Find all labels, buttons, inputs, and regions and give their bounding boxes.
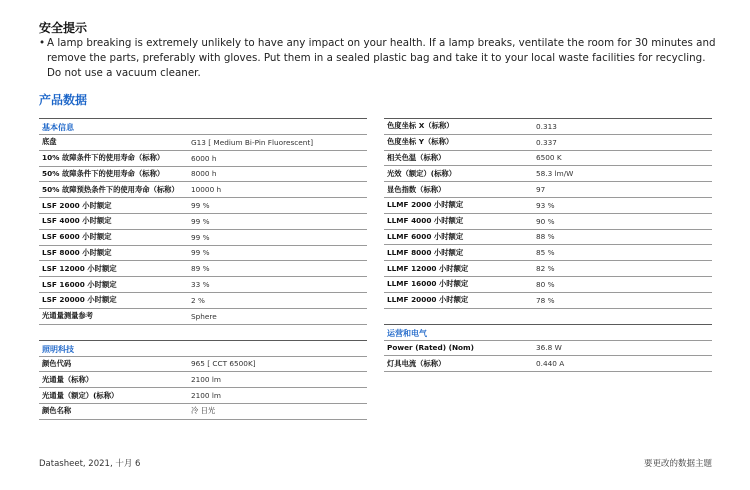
spec-row — [384, 293, 712, 309]
spec-value: 2100 lm — [191, 375, 222, 385]
spec-value: 2 % — [191, 295, 205, 305]
spec-value: 78 % — [536, 295, 555, 305]
spec-value: 36.8 W — [536, 343, 562, 353]
spec-row — [39, 246, 367, 262]
spec-label: Power (Rated) (Nom) — [387, 343, 474, 353]
spec-value: 冷 日光 — [191, 406, 216, 416]
section-heading: 运营和电气 — [384, 325, 712, 341]
spec-label: LSF 8000 小时额定 — [42, 247, 112, 257]
spec-row — [39, 230, 367, 246]
spec-row — [39, 277, 367, 293]
footer-disclaimer: 要更改的数据主题 — [643, 459, 712, 469]
spec-label: LSF 16000 小时额定 — [42, 279, 117, 289]
spec-value: 99 % — [191, 201, 210, 211]
safety-text — [39, 36, 719, 81]
spec-column-right — [384, 118, 712, 372]
spec-label: LSF 6000 小时额定 — [42, 232, 112, 242]
spec-value: 99 % — [191, 248, 210, 258]
spec-value: 90 % — [536, 216, 555, 226]
section-heading: 照明科技 — [39, 341, 367, 357]
section-heading: 基本信息 — [39, 119, 367, 135]
footer-date: Datasheet, 2021, 十月 6 — [39, 459, 141, 469]
spec-value: 0.337 — [536, 137, 557, 147]
spec-row — [39, 261, 367, 277]
spec-label: LLMF 20000 小时额定 — [387, 295, 469, 305]
spec-value: 85 % — [536, 248, 555, 258]
spec-label: LLMF 16000 小时额定 — [387, 279, 469, 289]
spec-label: LLMF 2000 小时额定 — [387, 200, 464, 210]
spec-row — [384, 261, 712, 277]
spec-value: 58.3 lm/W — [536, 169, 574, 179]
spec-row — [39, 214, 367, 230]
spec-row — [384, 230, 712, 246]
spec-row — [39, 357, 367, 373]
bullet-icon: • — [39, 37, 46, 49]
spec-label: 颜色代码 — [42, 358, 72, 368]
spec-row — [384, 245, 712, 261]
spec-label: LSF 12000 小时额定 — [42, 263, 117, 273]
spec-label: LSF 2000 小时额定 — [42, 200, 112, 210]
spec-row — [39, 151, 367, 167]
spec-label: 10% 故障条件下的使用寿命（标称） — [42, 153, 165, 163]
spec-row — [39, 167, 367, 183]
spec-label: 色度坐标 X（标称） — [387, 121, 454, 131]
spec-value: 965 [ CCT 6500K] — [191, 359, 256, 369]
spec-row — [384, 135, 712, 151]
spec-label: 50% 故障条件下的使用寿命（标称） — [42, 168, 165, 178]
spec-row — [384, 166, 712, 182]
spec-label: LLMF 4000 小时额定 — [387, 216, 464, 226]
spec-section — [39, 118, 367, 325]
spec-row — [384, 198, 712, 214]
spec-row — [39, 404, 367, 420]
spec-value: 88 % — [536, 232, 555, 242]
spec-value: 97 — [536, 185, 546, 195]
spec-label: 底盘 — [42, 137, 57, 147]
spec-value: 99 % — [191, 216, 210, 226]
spec-value: 8000 h — [191, 169, 217, 179]
spec-value: 0.440 A — [536, 359, 565, 369]
spec-value: Sphere — [191, 311, 217, 321]
spec-label: LSF 20000 小时额定 — [42, 295, 117, 305]
spec-value: 33 % — [191, 280, 210, 290]
product-data-title: 产品数据 — [39, 93, 88, 107]
spec-section — [384, 118, 712, 309]
spec-row — [384, 356, 712, 372]
spec-value: 82 % — [536, 264, 555, 274]
spec-label: 颜色名称 — [42, 406, 72, 416]
spec-label: LLMF 12000 小时额定 — [387, 263, 469, 273]
spec-value: 6000 h — [191, 153, 217, 163]
spec-label: 光通量测量参考 — [42, 311, 94, 321]
spec-label: LLMF 8000 小时额定 — [387, 247, 464, 257]
spec-row — [384, 277, 712, 293]
spec-row — [384, 151, 712, 167]
spec-label: 50% 故障预热条件下的使用寿命（标称） — [42, 184, 179, 194]
spec-column-left — [39, 118, 367, 420]
spec-row — [39, 198, 367, 214]
spec-label: 光效（额定）(标称） — [387, 168, 457, 178]
spec-value: 93 % — [536, 200, 555, 210]
spec-label: 光通量（额定）(标称） — [42, 390, 119, 400]
spec-label: 显色指数（标称） — [387, 184, 446, 194]
spec-value: 0.313 — [536, 121, 557, 131]
spec-value: 2100 lm — [191, 391, 222, 401]
spec-label: LLMF 6000 小时额定 — [387, 231, 464, 241]
spec-row — [39, 388, 367, 404]
spec-label: LSF 4000 小时额定 — [42, 216, 112, 226]
spec-row — [384, 119, 712, 135]
spec-row — [384, 341, 712, 357]
spec-label: 灯具电流（标称） — [387, 358, 446, 368]
spec-label: 色度坐标 Y（标称） — [387, 137, 454, 147]
safety-paragraph: A lamp breaking is extremely unlikely to have any impact on your health. If a lamp breaks, ventilate the room for 30 minutes and remove the parts, preferably with gloves. Put them in a sealed plastic bag and take it to your local waste facilities for recycling. Do not use a vacuum cleaner. — [47, 37, 716, 79]
spec-section — [384, 324, 712, 373]
spec-value: 99 % — [191, 232, 210, 242]
spec-section — [39, 340, 367, 420]
safety-title: 安全提示 — [39, 21, 88, 35]
spec-value: 80 % — [536, 279, 555, 289]
spec-row — [384, 214, 712, 230]
spec-row — [384, 182, 712, 198]
spec-label: 相关色温（标称） — [387, 152, 446, 162]
spec-value: 89 % — [191, 264, 210, 274]
spec-row — [39, 135, 367, 151]
spec-row — [39, 372, 367, 388]
spec-row — [39, 309, 367, 325]
spec-row — [39, 182, 367, 198]
spec-label: 光通量（标称） — [42, 374, 94, 384]
spec-row — [39, 293, 367, 309]
spec-value: G13 [ Medium Bi-Pin Fluorescent] — [191, 137, 314, 147]
spec-value: 10000 h — [191, 185, 222, 195]
spec-value: 6500 K — [536, 153, 562, 163]
